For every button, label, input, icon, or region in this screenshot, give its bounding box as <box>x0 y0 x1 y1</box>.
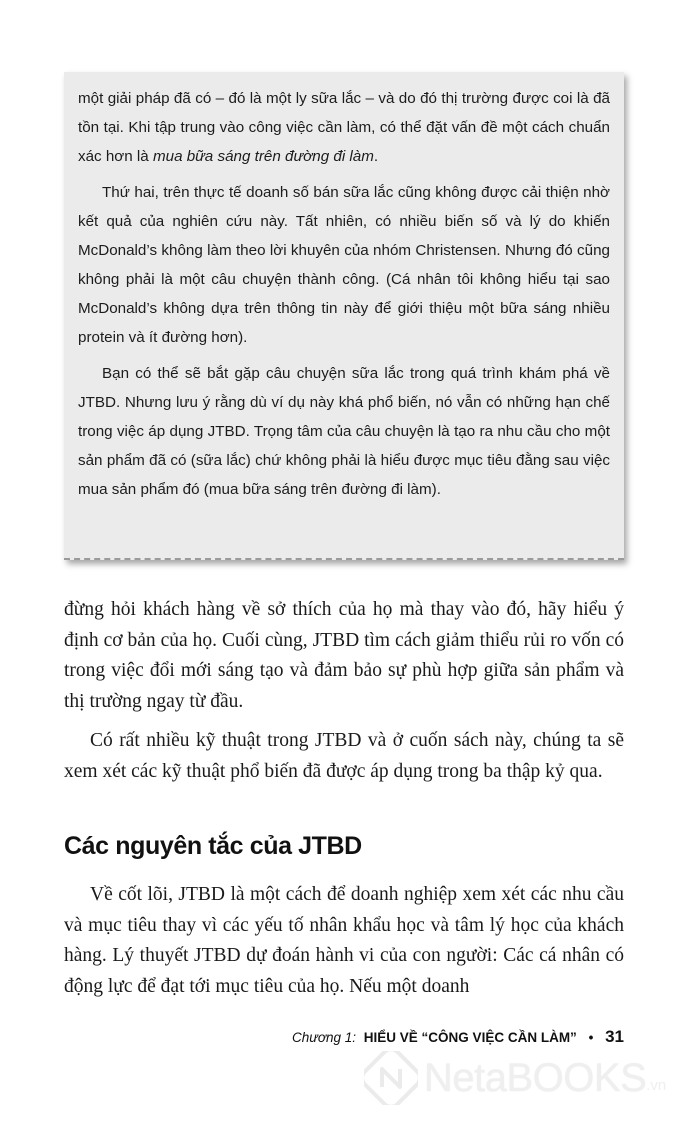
watermark <box>364 1048 684 1108</box>
page-number: 31 <box>605 1027 624 1046</box>
sidebar-box <box>64 72 624 560</box>
sidebox-text: một giải pháp đã có – đó là một ly sữa lắc – và do đó thị trường được coi là đã tồn tại. Khi tập trung vào công việc cần làm, có thể đặt vấn đề một cách chuẩn xác hơn là <box>78 90 610 165</box>
dashed-divider <box>64 558 624 560</box>
body-paragraph-3: Về cốt lõi, JTBD là một cách để doanh nghiệp xem xét các nhu cầu và mục tiêu thay vì các yếu tố nhân khẩu học và tâm lý học của khách hàng. Lý thuyết JTBD dự đoán hành vi của con người: Các cá nhân có động lực để đạt tới mục tiêu của họ. Nếu một doanh <box>64 884 624 997</box>
footer-chapter-title: HIỂU VỀ “CÔNG VIỆC CẦN LÀM” <box>363 1030 577 1045</box>
watermark-suffix: .vn <box>646 1077 667 1094</box>
body-section-2 <box>64 880 624 1011</box>
body-paragraph-2: Có rất nhiều kỹ thuật trong JTBD và ở cuốn sách này, chúng ta sẽ xem xét các kỹ thuật phổ biến đã được áp dụng trong ba thập kỷ qua. <box>64 730 624 782</box>
sidebox-emphasis: mua bữa sáng trên đường đi làm <box>152 148 374 165</box>
page-footer <box>292 1027 624 1047</box>
sidebox-text: . <box>373 148 379 165</box>
footer-bullet: • <box>588 1030 594 1045</box>
sidebox-paragraph-2: Thứ hai, trên thực tế doanh số bán sữa lắc cũng không được cải thiện nhờ kết quả của nghiên cứu này. Tất nhiên, có nhiều biến số và lý do khiến McDonald’s không làm theo lời khuyên của nhóm Christensen. Nhưng đó cũng không phải là một câu chuyện thành công. (Cá nhân tôi không hiểu tại sao McDonald’s không dựa trên thông tin này để giới thiệu một bữa sáng nhiều protein và ít đường hơn). <box>78 184 610 346</box>
sidebox-paragraph-1 <box>78 84 610 171</box>
footer-chapter: Chương 1: <box>292 1030 357 1045</box>
body-paragraph-1: đừng hỏi khách hàng về sở thích của họ mà thay vào đó, hãy hiểu ý định cơ bản của họ. Cuối cùng, JTBD tìm cách giảm thiểu rủi ro vốn có trong việc đổi mới sáng tạo và đảm bảo sự phù hợp giữa sản phẩm và thị trường ngay từ đầu. <box>64 599 624 712</box>
section-heading: Các nguyên tắc của JTBD <box>64 832 362 860</box>
body-section-1 <box>64 595 624 796</box>
netabooks-logo-icon <box>364 1051 418 1105</box>
watermark-text: NetaBOOKS <box>424 1055 647 1100</box>
sidebox-paragraph-3: Bạn có thể sẽ bắt gặp câu chuyện sữa lắc trong quá trình khám phá về JTBD. Nhưng lưu ý rằng dù ví dụ này khá phổ biến, nó vẫn có những hạn chế trong việc áp dụng JTBD. Trọng tâm của câu chuyện là tạo ra nhu cầu cho một sản phẩm đã có (sữa lắc) chứ không phải là hiểu được mục tiêu đằng sau việc mua sản phẩm đó (mua bữa sáng trên đường đi làm). <box>78 365 610 498</box>
